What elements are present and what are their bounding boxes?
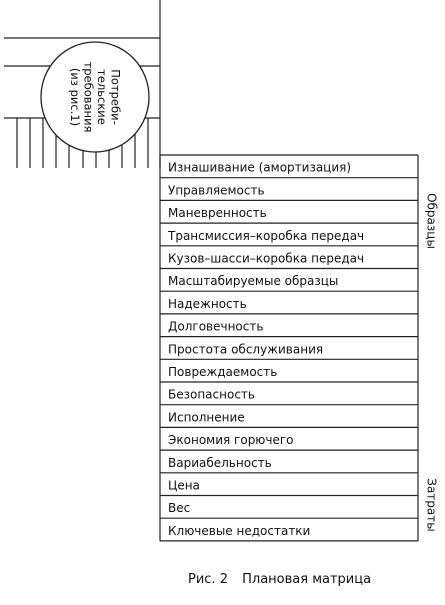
row-label: Трансмиссия–коробка передач [168, 228, 365, 243]
row-label: Цена [168, 478, 200, 493]
row-label: Вариабельность [168, 455, 272, 470]
row-label: Масштабируемые образцы [168, 274, 339, 289]
group-label-costs: Затраты [424, 478, 439, 532]
figure-title: Плановая матрица [242, 572, 372, 587]
row-label: Ключевые недостатки [168, 523, 311, 538]
group-label-samples: Образцы [424, 193, 439, 249]
oval-line: требования [81, 61, 96, 133]
figure-caption [188, 572, 381, 587]
oval-line: тельские [94, 69, 109, 125]
figure-number: Рис. 2 [188, 572, 228, 587]
row-label: Надежность [168, 296, 247, 311]
oval-line: Потреби- [108, 69, 123, 125]
row-label: Кузов–шасси–коробка передач [168, 251, 365, 266]
row-label: Управляемость [168, 183, 265, 198]
oval-line: (из рис.1) [67, 67, 82, 127]
row-label: Безопасность [168, 387, 255, 402]
row-label: Маневренность [168, 206, 267, 221]
row-label: Долговечность [168, 319, 264, 334]
row-label: Изнашивание (амортизация) [168, 160, 352, 175]
row-label: Простота обслуживания [168, 342, 324, 357]
requirements-oval-text [68, 62, 123, 133]
row-label: Вес [168, 501, 191, 516]
row-label: Исполнение [168, 410, 245, 425]
row-label: Экономия горючего [168, 433, 294, 448]
row-label: Повреждаемость [168, 365, 278, 379]
